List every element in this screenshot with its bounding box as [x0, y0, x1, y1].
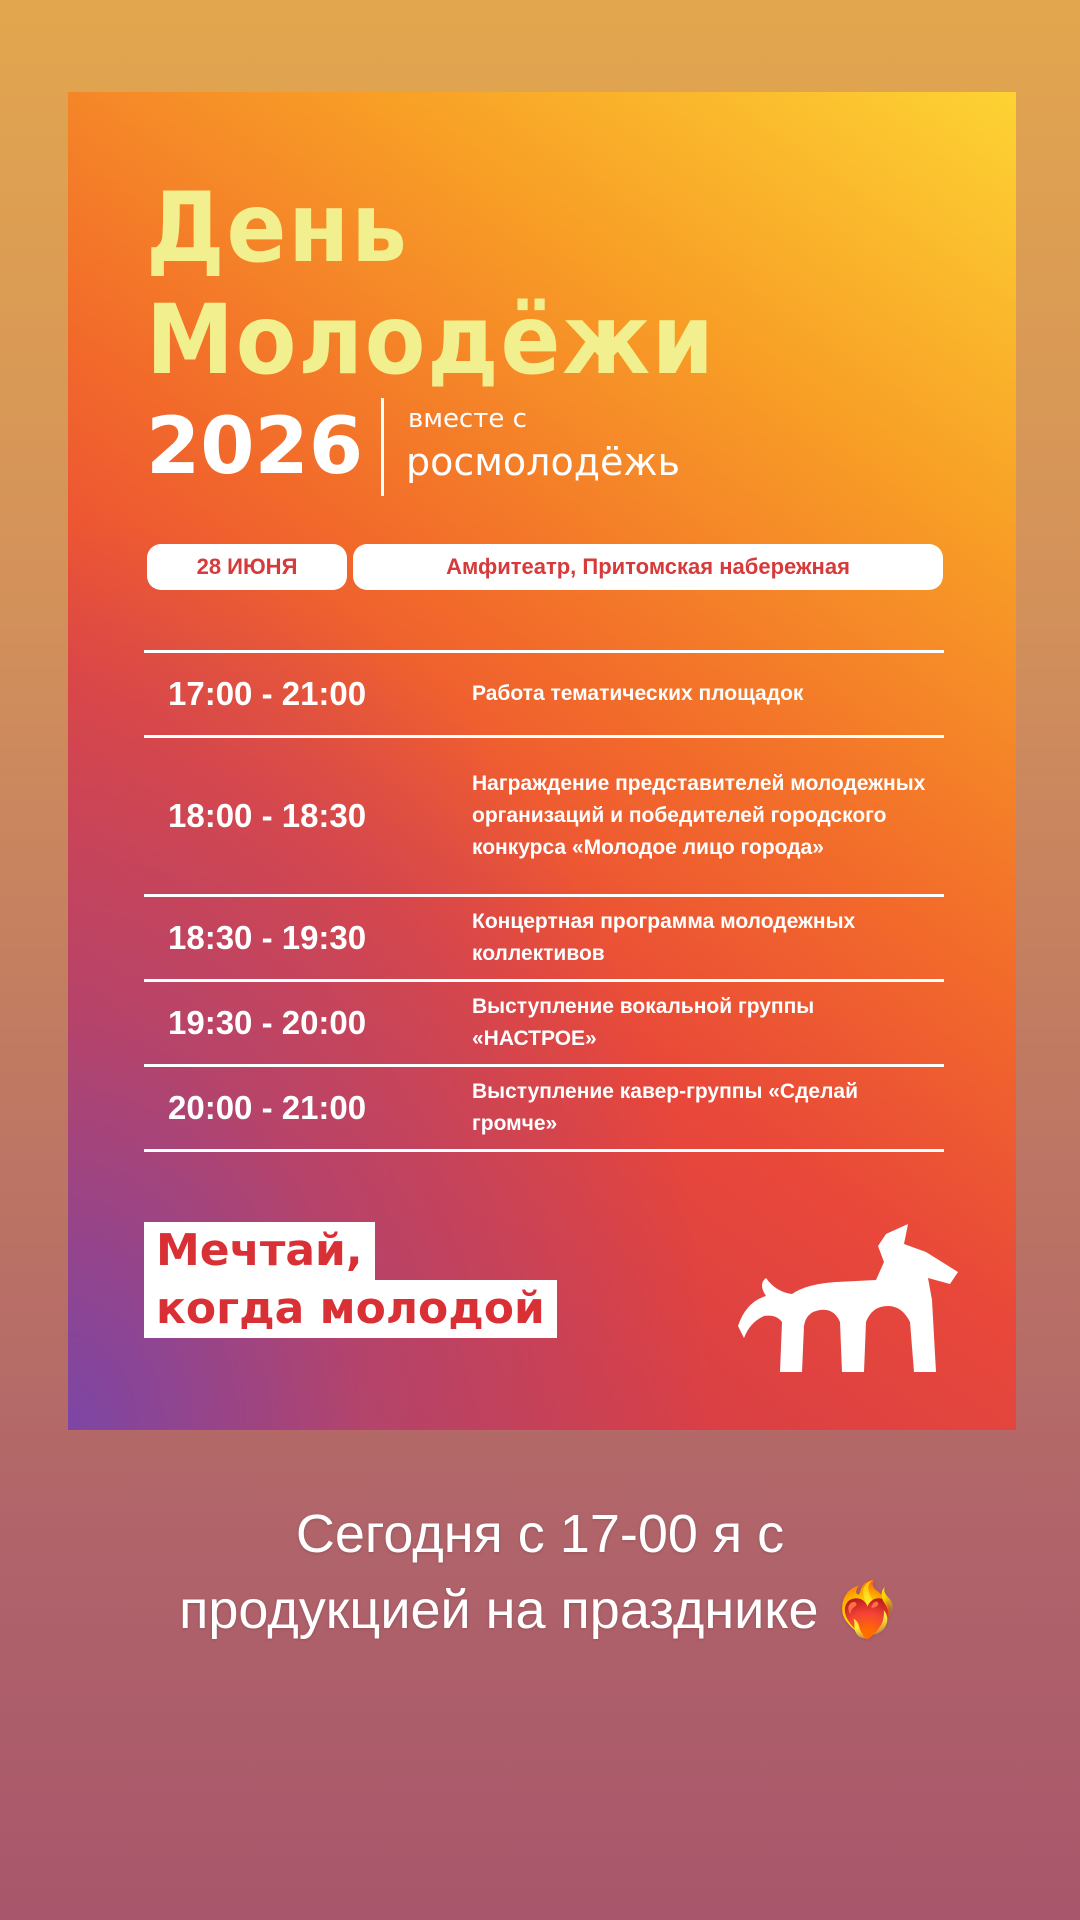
- poster-title: [146, 172, 716, 396]
- date-badge: 28 ИЮНЯ: [147, 544, 347, 590]
- schedule-event: Награждение представителей молодежных организаций и победителей городского конкурса «Молодое лицо города»: [472, 772, 926, 859]
- story-caption: [40, 1496, 1040, 1648]
- org-name: росмолодёжь: [406, 440, 680, 484]
- schedule-row: [144, 650, 944, 735]
- vertical-divider: [381, 398, 384, 496]
- schedule-row: [144, 894, 944, 979]
- event-poster: [68, 92, 1016, 1430]
- title-line-1: День: [146, 172, 409, 284]
- slogan-line-2: когда молодой: [144, 1280, 557, 1338]
- schedule-row: [144, 979, 944, 1064]
- schedule-time: 19:30 - 20:00: [168, 1004, 367, 1041]
- slogan: [144, 1222, 557, 1338]
- schedule-table: [144, 650, 944, 1152]
- schedule-time: 18:30 - 19:30: [168, 919, 367, 956]
- title-line-2: Молодёжи: [146, 284, 716, 396]
- caption-line-2: [40, 1572, 1040, 1648]
- caption-line-1: Сегодня с 17-00 я с: [295, 1504, 785, 1564]
- schedule-event: Концертная программа молодежных коллективов: [472, 910, 856, 965]
- location-badge: Амфитеатр, Притомская набережная: [353, 544, 943, 590]
- with-label: вместе с: [408, 404, 527, 434]
- schedule-time: 17:00 - 21:00: [168, 675, 367, 712]
- schedule-row: [144, 1064, 944, 1152]
- schedule-event: Работа тематических площадок: [472, 682, 804, 705]
- heart-on-fire-emoji: ❤️‍🔥: [833, 1578, 901, 1641]
- slogan-line-1: Мечтай,: [144, 1222, 375, 1280]
- schedule-event: Выступление вокальной группы «НАСТРОЕ»: [472, 995, 815, 1050]
- schedule-time: 20:00 - 21:00: [168, 1089, 367, 1126]
- year-label: 2026: [146, 402, 364, 492]
- schedule-row: [144, 735, 944, 894]
- caption-line-2-text: продукцией на празднике: [179, 1580, 819, 1640]
- schedule-event: Выступление кавер-группы «Сделай громче»: [472, 1080, 859, 1135]
- horse-logo-icon: [736, 1222, 966, 1382]
- schedule-time: 18:00 - 18:30: [168, 797, 367, 834]
